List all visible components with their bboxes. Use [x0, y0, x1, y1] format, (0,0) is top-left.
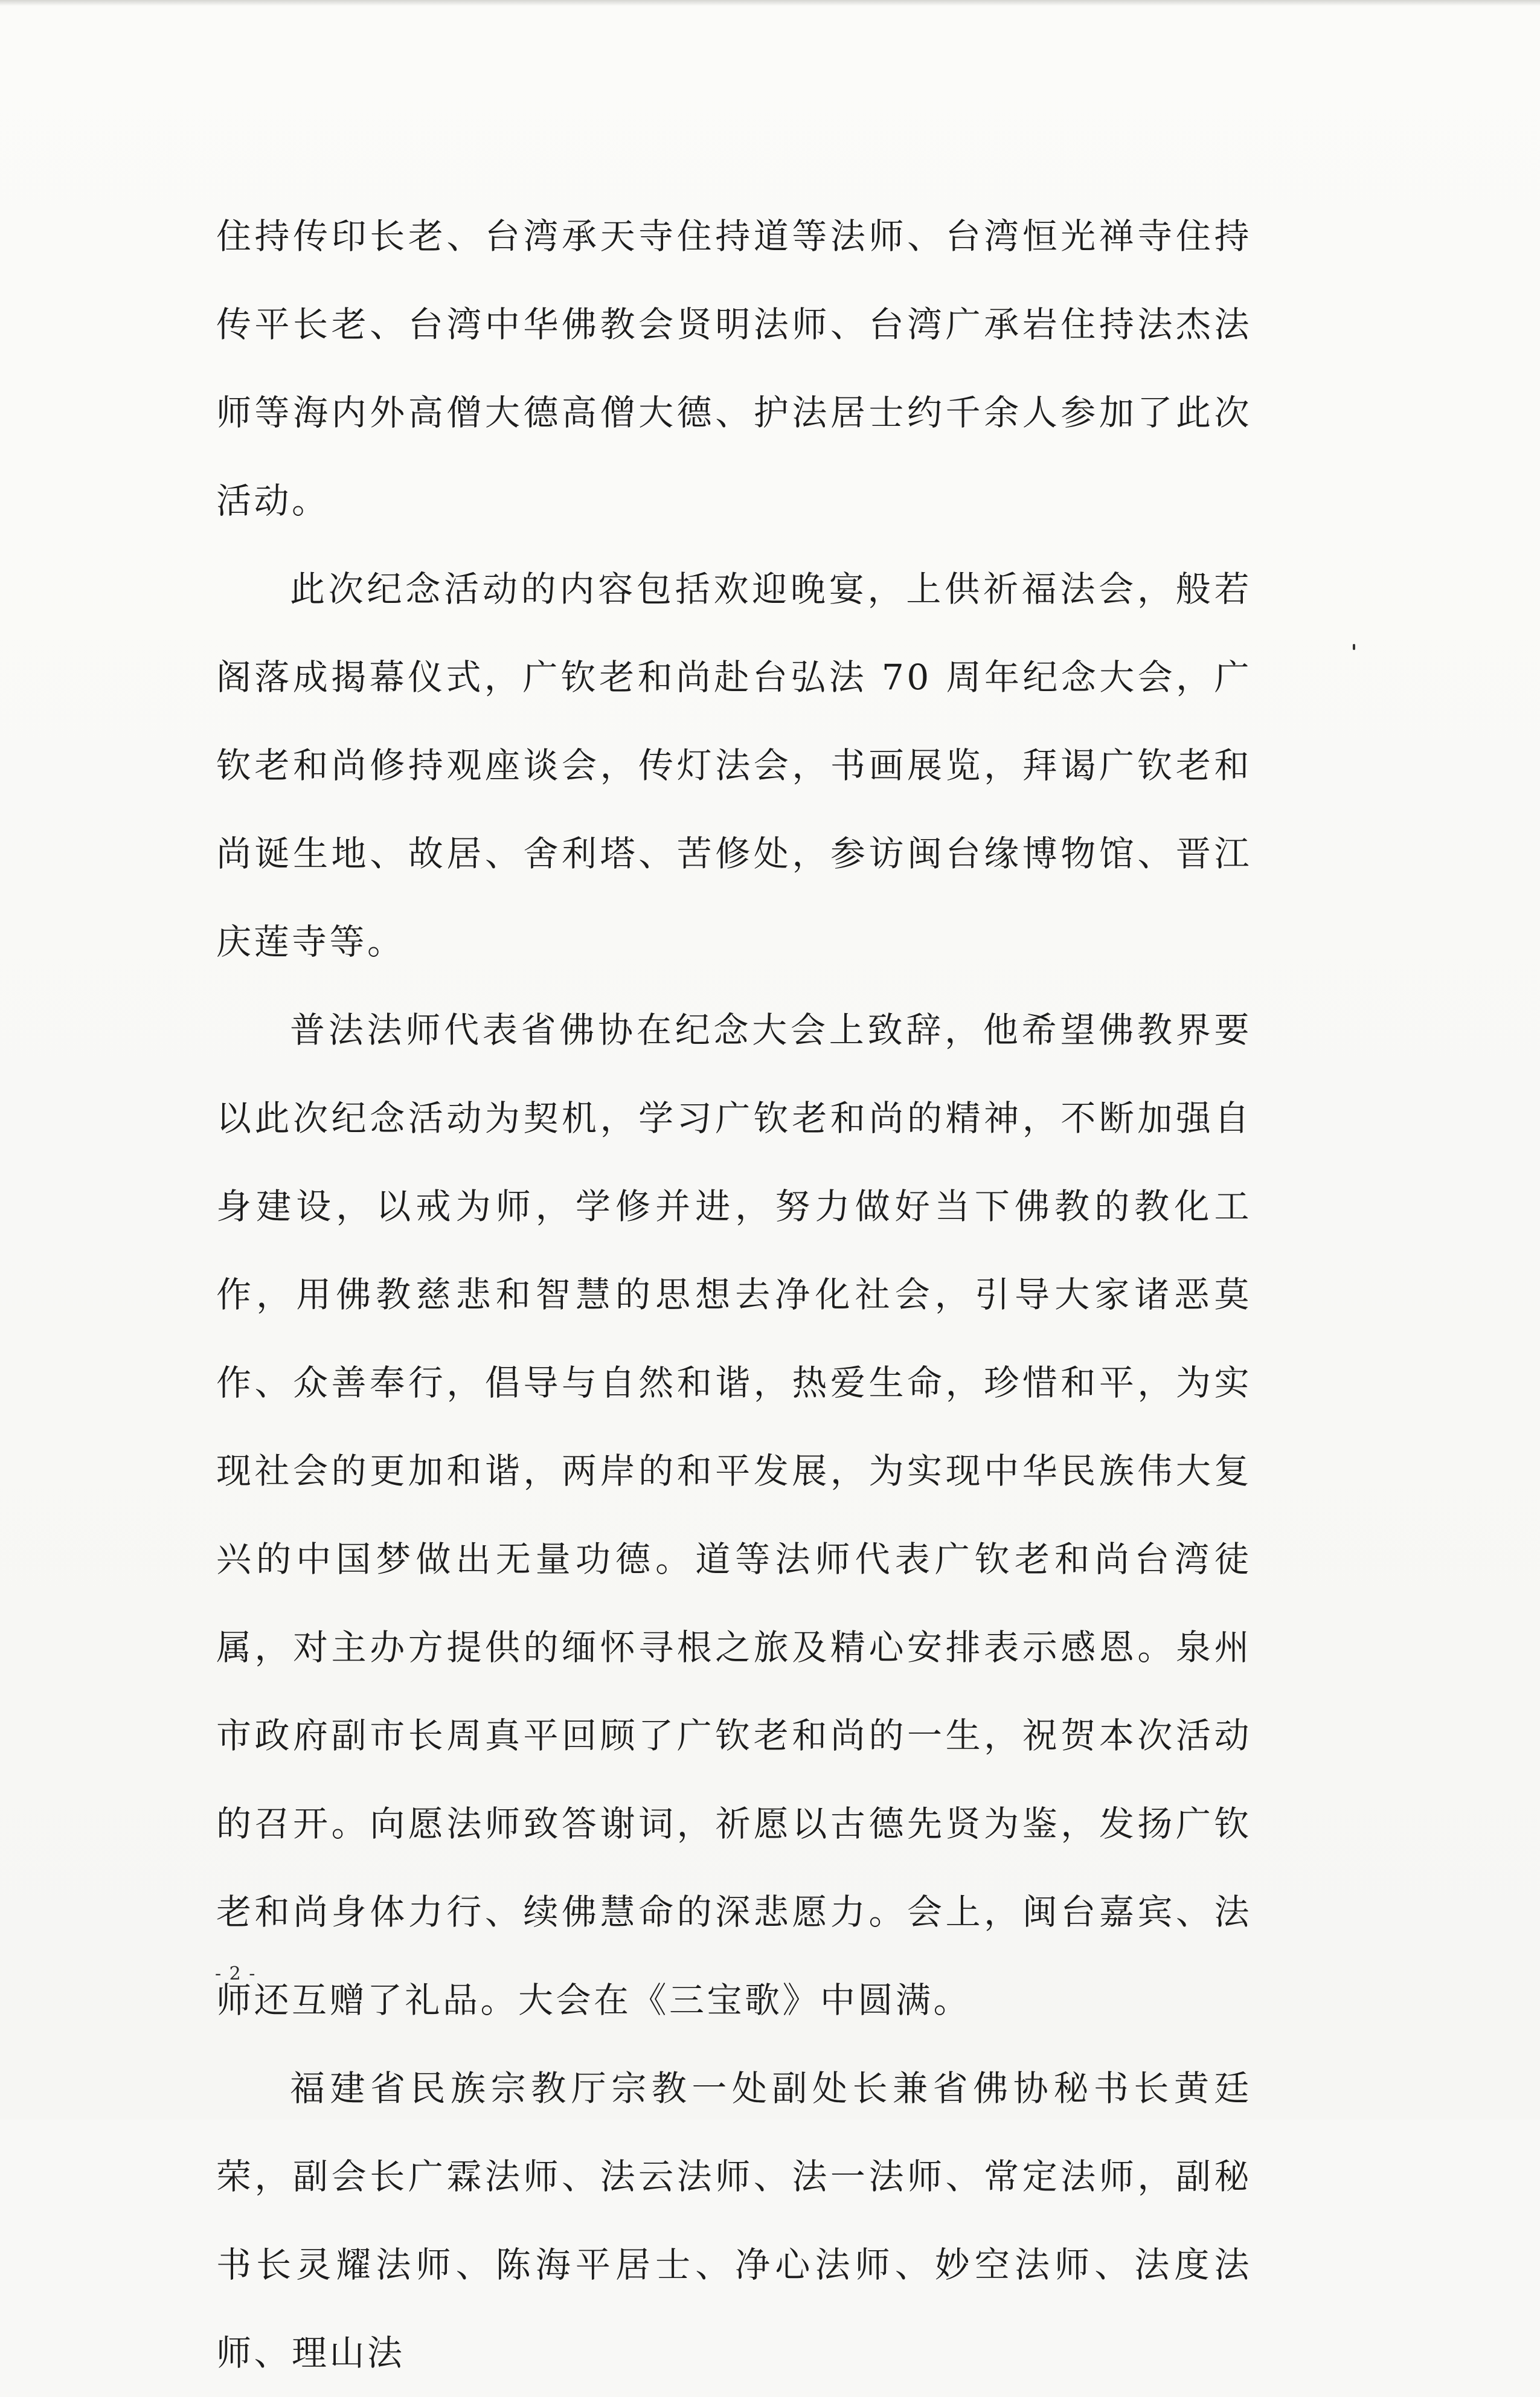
paragraph-officials: 福建省民族宗教厅宗教一处副处长兼省佛协秘书长黄廷荣，副会长广霖法师、法云法师、法一法师、常定法师，副秘书长灵耀法师、陈海平居士、净心法师、妙空法师、法度法师、理山法 [216, 2068, 1252, 2373]
scan-speck [1353, 644, 1355, 650]
body-text [216, 192, 1252, 2397]
paragraph-speeches: 普法法师代表省佛协在纪念大会上致辞，他希望佛教界要以此次纪念活动为契机，学习广钦老和尚的精神，不断加强自身建设，以戒为师，学修并进，努力做好当下佛教的教化工作，用佛教慈悲和智慧的思想去净化社会，引导大家诸恶莫作、众善奉行，倡导与自然和谐，热爱生命，珍惜和平，为实现社会的更加和谐，两岸的和平发展，为实现中华民族伟大复兴的中国梦做出无量功德。道等法师代表广钦老和尚台湾徒属，对主办方提供的缅怀寻根之旅及精心安排表示感恩。泉州市政府副市长周真平回顾了广钦老和尚的一生，祝贺本次活动的召开。向愿法师致答谢词，祈愿以古德先贤为鉴，发扬广钦老和尚身体力行、续佛慧命的深悲愿力。会上，闽台嘉宾、法师还互赠了礼品。大会在《三宝歌》中圆满。 [216, 1009, 1252, 2021]
paragraph-attendees: 住持传印长老、台湾承天寺住持道等法师、台湾恒光禅寺住持传平长老、台湾中华佛教会贤明法师、台湾广承岩住持法杰法师等海内外高僧大德高僧大德、护法居士约千余人参加了此次活动。 [216, 216, 1252, 521]
paragraph-activities: 此次纪念活动的内容包括欢迎晚宴，上供祈福法会，般若阁落成揭幕仪式，广钦老和尚赴台弘法 70 周年纪念大会，广钦老和尚修持观座谈会，传灯法会，书画展览，拜谒广钦老和尚诞生地、故居、舍利塔、苦修处，参访闽台缘博物馆、晋江庆莲寺等。 [216, 568, 1252, 962]
scan-top-edge [0, 0, 1540, 6]
page-number: - 2 - [215, 1963, 257, 1984]
